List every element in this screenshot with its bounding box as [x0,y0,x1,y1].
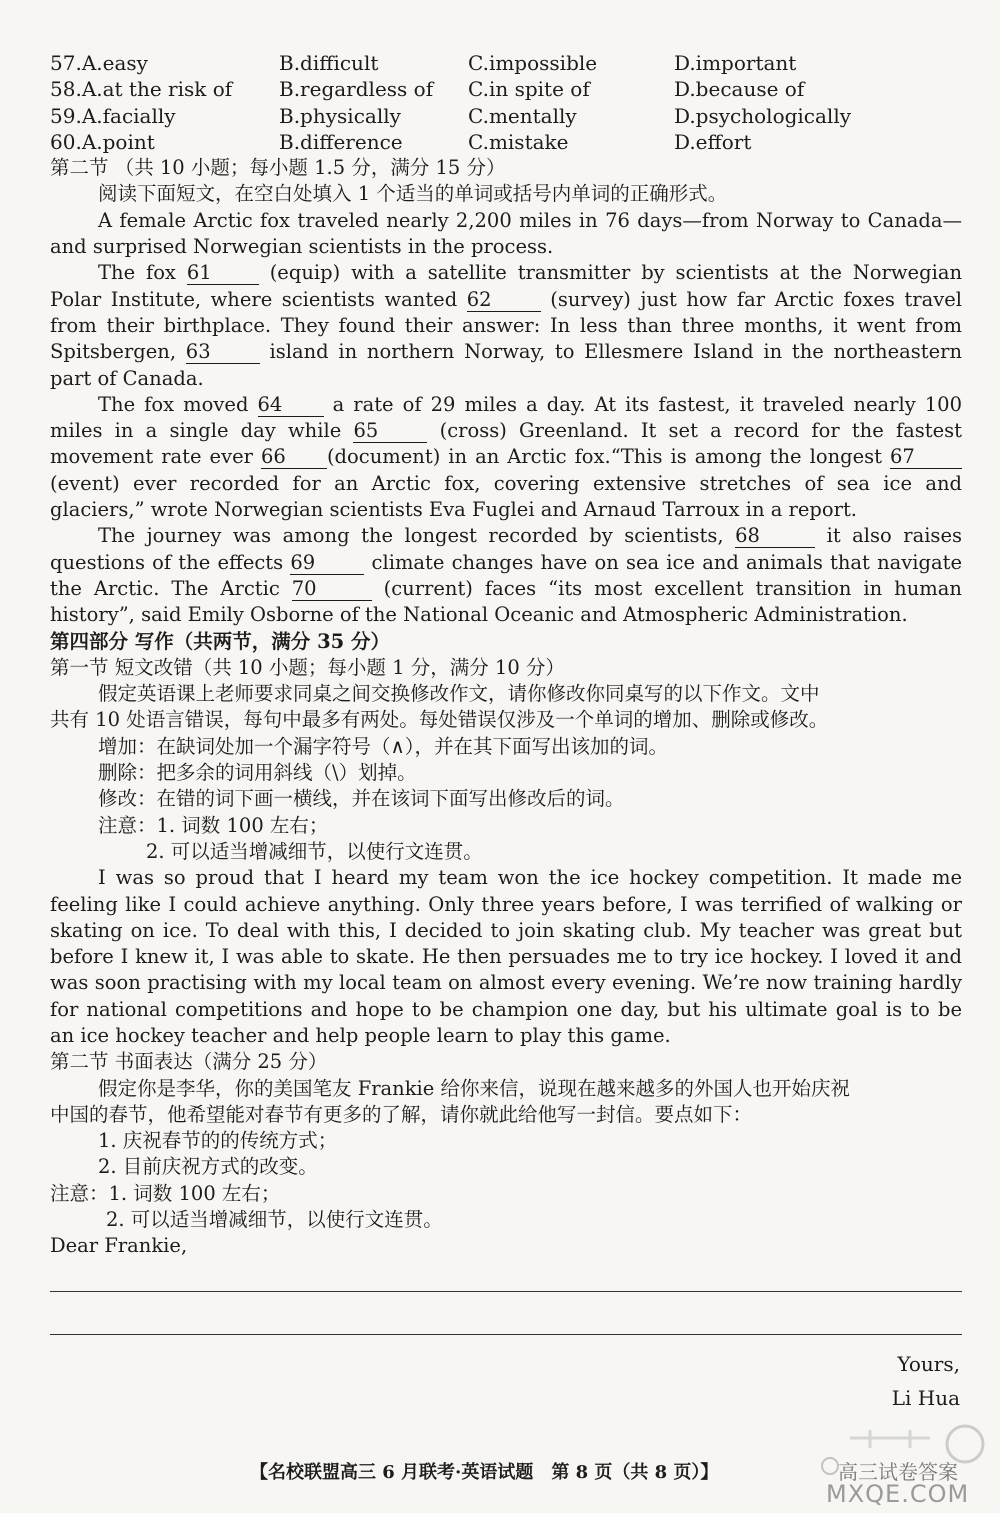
essay-line: I was so proud that I heard my team won the ice hockey competition. It made me [98,866,962,890]
rule-modify: 修改：在错的词下画一横线，并在该词下面写出修改后的词。 [98,787,625,811]
instruction-line: 中国的春节，他希望能对春节有更多的了解，请你就此给他写一封信。要点如下： [50,1102,753,1126]
option-c: C.in spite of [468,77,590,102]
passage-line: The fox 61 (equip) with a satellite transmitter by scientists at the Norwegian [98,261,962,285]
option-b: B.physically [279,103,401,128]
page-footer: 【名校联盟高三 6 月联考·英语试题 第 8 页（共 8 页）】 [250,1462,719,1483]
rule-add: 增加：在缺词处加一个漏字符号（∧），并在其下面写出该加的词。 [98,734,669,758]
passage-line: miles in a single day while 65 (cross) Greenland. It set a record for the fastest [50,419,962,443]
question-number: 59. [50,103,82,128]
option-a: A.facially [81,103,176,128]
note-line: 2. 可以适当增减细节，以使行文连贯。 [146,839,483,863]
part4-section1-heading: 第一节 短文改错（共 10 小题；每小题 1 分，满分 10 分） [50,655,565,679]
rule-delete: 删除：把多余的词用斜线（\）划掉。 [98,761,417,785]
blank-61[interactable]: 61 [187,262,259,285]
blank-67[interactable]: 67 [890,446,962,469]
writing-line[interactable] [50,1334,962,1335]
essay-line: was soon practising with my local team on almost every evening. We’re now training hardly [50,971,962,995]
option-b: B.regardless of [279,77,434,102]
option-row-57 [50,50,962,76]
essay-line: skating on ice. To deal with this, I decided to join skating club. My teacher was great but [50,918,962,942]
section2-heading: 第二节 （共 10 小题；每小题 1.5 分，满分 15 分） [50,156,506,180]
passage-line: the Arctic. The Arctic 70 (current) faces “its most excellent transition in human [50,576,962,600]
signature: Li Hua [891,1386,960,1410]
note-line: 2. 可以适当增减细节，以使行文连贯。 [106,1208,443,1232]
blank-68[interactable]: 68 [735,525,815,548]
passage-line: The fox moved 64 a rate of 29 miles a day. At its fastest, it traveled nearly 100 [98,392,962,416]
option-a: A.at the risk of [81,77,233,102]
passage-line: and surprised Norwegian scientists in the process. [50,235,554,259]
option-b: B.difference [279,129,403,154]
question-number: 58. [50,77,82,102]
option-a: A.easy [81,51,148,75]
option-c: C.mentally [468,103,577,128]
passage-line: glaciers,” wrote Norwegian scientists Eva Fuglei and Arnaud Tarroux in a report. [50,498,857,522]
option-row-60 [50,129,962,155]
essay-line: for national competitions and hope to be champion one day, but his ultimate goal is to be [50,997,962,1021]
blank-63[interactable]: 63 [186,341,260,364]
option-row-59 [50,103,962,129]
essay-line: feeling like I could achieve anything. Only three years before, I was terrified of walking or [50,892,962,916]
instruction-line: 共有 10 处语言错误，每句中最多有两处。每处错误仅涉及一个单词的增加、删除或修改。 [50,708,829,732]
watermark-text: 高三试卷答案 [838,1460,958,1484]
option-d: D.psychologically [674,103,852,128]
passage-line: from their birthplace. They found their answer: In less than three months, it went from [50,313,962,337]
blank-64[interactable]: 64 [258,394,324,417]
option-d: D.important [674,51,797,75]
instruction-line: 假定你是李华，你的美国笔友 Frankie 给你来信，说现在越来越多的外国人也开始庆祝 [98,1076,851,1100]
option-row-58 [50,76,962,102]
option-c: C.impossible [468,51,598,75]
point-line: 2. 目前庆祝方式的改变。 [98,1155,318,1179]
blank-66[interactable]: 66 [261,446,327,469]
option-b: B.difficult [279,51,379,75]
options-list [50,50,962,155]
blank-70[interactable]: 70 [292,578,372,601]
point-line: 1. 庆祝春节的的传统方式； [98,1129,338,1153]
watermark-url: MXQE.COM [826,1480,970,1508]
passage-line: The journey was among the longest recorded by scientists, 68 it also raises [98,524,962,548]
section2-instruction: 阅读下面短文，在空白处填入 1 个适当的单词或括号内单词的正确形式。 [98,182,728,206]
instruction-line: 假定英语课上老师要求同桌之间交换修改作文，请你修改你同桌写的以下作文。文中 [98,682,820,706]
note-line: 注意：1. 词数 100 左右； [98,813,329,837]
passage-line: movement rate ever 66 (document) in an Arctic fox.“This is among the longest 67 [50,444,962,470]
essay-line: an ice hockey teacher and help people learn to play this game. [50,1023,671,1047]
essay-line: before I knew it, I was able to skate. He then persuades me to try ice hockey. I loved it and [50,945,962,969]
option-d: D.effort [674,129,752,154]
option-d: D.because of [674,77,805,102]
part4-section2-heading: 第二节 书面表达（满分 25 分） [50,1050,328,1074]
passage-line: history”, said Emily Osborne of the National Oceanic and Atmospheric Administration. [50,603,908,627]
blank-62[interactable]: 62 [467,289,541,312]
closing: Yours, [897,1352,960,1376]
option-c: C.mistake [468,129,569,154]
part4-heading: 第四部分 写作（共两节，满分 35 分） [50,629,391,653]
passage-line: part of Canada. [50,366,204,390]
question-number: 57. [50,51,82,75]
blank-65[interactable]: 65 [353,420,427,443]
passage-line: Spitsbergen, 63 island in northern Norway, to Ellesmere Island in the northeastern [50,340,962,364]
exam-page [50,50,962,1260]
passage-line: Polar Institute, where scientists wanted 62 (survey) just how far Arctic foxes travel [50,287,962,311]
passage-line: A female Arctic fox traveled nearly 2,200 miles in 76 days—from Norway to Canada— [98,208,962,232]
note-line: 注意：1. 词数 100 左右； [50,1181,281,1205]
passage-line: questions of the effects 69 climate changes have on sea ice and animals that navigate [50,550,962,574]
blank-69[interactable]: 69 [290,552,364,575]
question-number: 60. [50,129,82,154]
salutation: Dear Frankie, [50,1234,188,1258]
passage-line: (event) ever recorded for an Arctic fox, covering extensive stretches of sea ice and [50,471,962,495]
writing-line[interactable] [50,1291,962,1292]
option-a: A.point [81,129,155,154]
